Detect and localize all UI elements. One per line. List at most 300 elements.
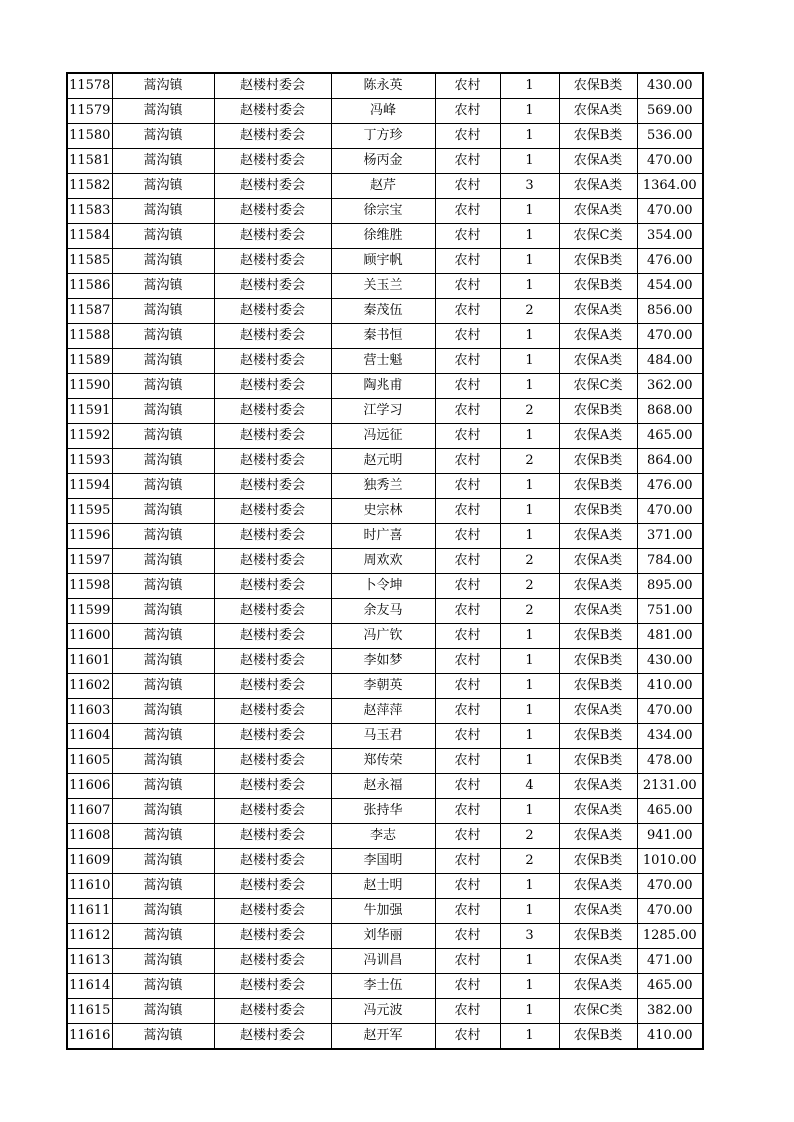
household-type-cell: 农村 bbox=[435, 624, 500, 649]
village-cell: 赵楼村委会 bbox=[214, 324, 331, 349]
town-cell: 蒿沟镇 bbox=[112, 574, 214, 599]
category-cell: 农保B类 bbox=[559, 624, 637, 649]
amount-cell: 1010.00 bbox=[637, 849, 703, 874]
amount-cell: 478.00 bbox=[637, 749, 703, 774]
name-cell: 秦书恒 bbox=[331, 324, 435, 349]
household-type-cell: 农村 bbox=[435, 449, 500, 474]
table-row bbox=[67, 674, 703, 699]
record-id-cell: 11590 bbox=[67, 374, 112, 399]
table-row bbox=[67, 174, 703, 199]
table-row bbox=[67, 449, 703, 474]
table-row bbox=[67, 774, 703, 799]
record-id-cell: 11594 bbox=[67, 474, 112, 499]
household-type-cell: 农村 bbox=[435, 949, 500, 974]
town-cell: 蒿沟镇 bbox=[112, 424, 214, 449]
category-cell: 农保B类 bbox=[559, 1024, 637, 1050]
amount-cell: 470.00 bbox=[637, 874, 703, 899]
table-row bbox=[67, 599, 703, 624]
village-cell: 赵楼村委会 bbox=[214, 524, 331, 549]
category-cell: 农保A类 bbox=[559, 974, 637, 999]
amount-cell: 868.00 bbox=[637, 399, 703, 424]
table-row bbox=[67, 374, 703, 399]
town-cell: 蒿沟镇 bbox=[112, 249, 214, 274]
category-cell: 农保A类 bbox=[559, 699, 637, 724]
table-row bbox=[67, 1024, 703, 1050]
record-id-cell: 11608 bbox=[67, 824, 112, 849]
household-type-cell: 农村 bbox=[435, 149, 500, 174]
amount-cell: 371.00 bbox=[637, 524, 703, 549]
name-cell: 独秀兰 bbox=[331, 474, 435, 499]
table-row bbox=[67, 874, 703, 899]
household-type-cell: 农村 bbox=[435, 499, 500, 524]
persons-count-cell: 1 bbox=[500, 224, 559, 249]
household-type-cell: 农村 bbox=[435, 749, 500, 774]
record-id-cell: 11598 bbox=[67, 574, 112, 599]
record-id-cell: 11592 bbox=[67, 424, 112, 449]
record-id-cell: 11586 bbox=[67, 274, 112, 299]
name-cell: 丁方珍 bbox=[331, 124, 435, 149]
persons-count-cell: 1 bbox=[500, 199, 559, 224]
persons-count-cell: 2 bbox=[500, 549, 559, 574]
persons-count-cell: 2 bbox=[500, 574, 559, 599]
table-row bbox=[67, 924, 703, 949]
persons-count-cell: 2 bbox=[500, 849, 559, 874]
village-cell: 赵楼村委会 bbox=[214, 999, 331, 1024]
record-id-cell: 11579 bbox=[67, 99, 112, 124]
village-cell: 赵楼村委会 bbox=[214, 349, 331, 374]
record-id-cell: 11583 bbox=[67, 199, 112, 224]
amount-cell: 784.00 bbox=[637, 549, 703, 574]
town-cell: 蒿沟镇 bbox=[112, 774, 214, 799]
persons-count-cell: 1 bbox=[500, 424, 559, 449]
persons-count-cell: 1 bbox=[500, 724, 559, 749]
town-cell: 蒿沟镇 bbox=[112, 674, 214, 699]
table-row bbox=[67, 574, 703, 599]
village-cell: 赵楼村委会 bbox=[214, 199, 331, 224]
table-row bbox=[67, 649, 703, 674]
persons-count-cell: 1 bbox=[500, 474, 559, 499]
village-cell: 赵楼村委会 bbox=[214, 124, 331, 149]
village-cell: 赵楼村委会 bbox=[214, 824, 331, 849]
household-type-cell: 农村 bbox=[435, 1024, 500, 1050]
persons-count-cell: 1 bbox=[500, 349, 559, 374]
persons-count-cell: 1 bbox=[500, 99, 559, 124]
town-cell: 蒿沟镇 bbox=[112, 824, 214, 849]
category-cell: 农保A类 bbox=[559, 99, 637, 124]
allowance-table-body bbox=[67, 73, 703, 1049]
record-id-cell: 11607 bbox=[67, 799, 112, 824]
record-id-cell: 11578 bbox=[67, 73, 112, 99]
amount-cell: 476.00 bbox=[637, 249, 703, 274]
town-cell: 蒿沟镇 bbox=[112, 73, 214, 99]
household-type-cell: 农村 bbox=[435, 124, 500, 149]
household-type-cell: 农村 bbox=[435, 374, 500, 399]
household-type-cell: 农村 bbox=[435, 649, 500, 674]
table-row bbox=[67, 749, 703, 774]
household-type-cell: 农村 bbox=[435, 524, 500, 549]
name-cell: 李朝英 bbox=[331, 674, 435, 699]
category-cell: 农保A类 bbox=[559, 149, 637, 174]
category-cell: 农保A类 bbox=[559, 799, 637, 824]
household-type-cell: 农村 bbox=[435, 574, 500, 599]
name-cell: 赵永福 bbox=[331, 774, 435, 799]
name-cell: 李士伍 bbox=[331, 974, 435, 999]
amount-cell: 362.00 bbox=[637, 374, 703, 399]
village-cell: 赵楼村委会 bbox=[214, 424, 331, 449]
town-cell: 蒿沟镇 bbox=[112, 949, 214, 974]
table-row bbox=[67, 224, 703, 249]
name-cell: 赵开军 bbox=[331, 1024, 435, 1050]
category-cell: 农保B类 bbox=[559, 474, 637, 499]
table-row bbox=[67, 524, 703, 549]
name-cell: 李国明 bbox=[331, 849, 435, 874]
amount-cell: 434.00 bbox=[637, 724, 703, 749]
record-id-cell: 11584 bbox=[67, 224, 112, 249]
category-cell: 农保A类 bbox=[559, 574, 637, 599]
amount-cell: 410.00 bbox=[637, 1024, 703, 1050]
village-cell: 赵楼村委会 bbox=[214, 374, 331, 399]
amount-cell: 470.00 bbox=[637, 324, 703, 349]
household-type-cell: 农村 bbox=[435, 349, 500, 374]
name-cell: 陶兆甫 bbox=[331, 374, 435, 399]
category-cell: 农保A类 bbox=[559, 524, 637, 549]
table-row bbox=[67, 624, 703, 649]
town-cell: 蒿沟镇 bbox=[112, 174, 214, 199]
record-id-cell: 11605 bbox=[67, 749, 112, 774]
village-cell: 赵楼村委会 bbox=[214, 99, 331, 124]
town-cell: 蒿沟镇 bbox=[112, 224, 214, 249]
persons-count-cell: 1 bbox=[500, 649, 559, 674]
name-cell: 杨丙金 bbox=[331, 149, 435, 174]
town-cell: 蒿沟镇 bbox=[112, 374, 214, 399]
town-cell: 蒿沟镇 bbox=[112, 624, 214, 649]
record-id-cell: 11585 bbox=[67, 249, 112, 274]
household-type-cell: 农村 bbox=[435, 849, 500, 874]
town-cell: 蒿沟镇 bbox=[112, 124, 214, 149]
town-cell: 蒿沟镇 bbox=[112, 999, 214, 1024]
household-type-cell: 农村 bbox=[435, 699, 500, 724]
household-type-cell: 农村 bbox=[435, 249, 500, 274]
amount-cell: 470.00 bbox=[637, 699, 703, 724]
amount-cell: 465.00 bbox=[637, 424, 703, 449]
record-id-cell: 11600 bbox=[67, 624, 112, 649]
village-cell: 赵楼村委会 bbox=[214, 724, 331, 749]
record-id-cell: 11606 bbox=[67, 774, 112, 799]
village-cell: 赵楼村委会 bbox=[214, 974, 331, 999]
table-row bbox=[67, 899, 703, 924]
household-type-cell: 农村 bbox=[435, 399, 500, 424]
record-id-cell: 11609 bbox=[67, 849, 112, 874]
name-cell: 冯训昌 bbox=[331, 949, 435, 974]
category-cell: 农保A类 bbox=[559, 199, 637, 224]
household-type-cell: 农村 bbox=[435, 899, 500, 924]
record-id-cell: 11614 bbox=[67, 974, 112, 999]
name-cell: 冯元波 bbox=[331, 999, 435, 1024]
village-cell: 赵楼村委会 bbox=[214, 574, 331, 599]
record-id-cell: 11581 bbox=[67, 149, 112, 174]
table-row bbox=[67, 274, 703, 299]
village-cell: 赵楼村委会 bbox=[214, 799, 331, 824]
record-id-cell: 11589 bbox=[67, 349, 112, 374]
name-cell: 秦茂伍 bbox=[331, 299, 435, 324]
category-cell: 农保A类 bbox=[559, 174, 637, 199]
amount-cell: 470.00 bbox=[637, 899, 703, 924]
persons-count-cell: 3 bbox=[500, 924, 559, 949]
town-cell: 蒿沟镇 bbox=[112, 474, 214, 499]
category-cell: 农保B类 bbox=[559, 724, 637, 749]
town-cell: 蒿沟镇 bbox=[112, 874, 214, 899]
table-row bbox=[67, 399, 703, 424]
village-cell: 赵楼村委会 bbox=[214, 149, 331, 174]
village-cell: 赵楼村委会 bbox=[214, 674, 331, 699]
table-row bbox=[67, 849, 703, 874]
category-cell: 农保B类 bbox=[559, 73, 637, 99]
category-cell: 农保B类 bbox=[559, 399, 637, 424]
amount-cell: 410.00 bbox=[637, 674, 703, 699]
name-cell: 徐宗宝 bbox=[331, 199, 435, 224]
village-cell: 赵楼村委会 bbox=[214, 924, 331, 949]
name-cell: 赵芹 bbox=[331, 174, 435, 199]
table-row bbox=[67, 499, 703, 524]
household-type-cell: 农村 bbox=[435, 274, 500, 299]
category-cell: 农保B类 bbox=[559, 924, 637, 949]
persons-count-cell: 1 bbox=[500, 624, 559, 649]
record-id-cell: 11599 bbox=[67, 599, 112, 624]
record-id-cell: 11587 bbox=[67, 299, 112, 324]
persons-count-cell: 1 bbox=[500, 374, 559, 399]
amount-cell: 536.00 bbox=[637, 124, 703, 149]
household-type-cell: 农村 bbox=[435, 874, 500, 899]
persons-count-cell: 1 bbox=[500, 524, 559, 549]
name-cell: 赵萍萍 bbox=[331, 699, 435, 724]
town-cell: 蒿沟镇 bbox=[112, 149, 214, 174]
table-row bbox=[67, 549, 703, 574]
household-type-cell: 农村 bbox=[435, 999, 500, 1024]
record-id-cell: 11611 bbox=[67, 899, 112, 924]
village-cell: 赵楼村委会 bbox=[214, 624, 331, 649]
category-cell: 农保C类 bbox=[559, 374, 637, 399]
amount-cell: 1285.00 bbox=[637, 924, 703, 949]
household-type-cell: 农村 bbox=[435, 674, 500, 699]
category-cell: 农保C类 bbox=[559, 999, 637, 1024]
village-cell: 赵楼村委会 bbox=[214, 174, 331, 199]
village-cell: 赵楼村委会 bbox=[214, 274, 331, 299]
allowance-table bbox=[66, 72, 704, 1050]
name-cell: 陈永英 bbox=[331, 73, 435, 99]
persons-count-cell: 1 bbox=[500, 73, 559, 99]
town-cell: 蒿沟镇 bbox=[112, 699, 214, 724]
village-cell: 赵楼村委会 bbox=[214, 949, 331, 974]
town-cell: 蒿沟镇 bbox=[112, 99, 214, 124]
village-cell: 赵楼村委会 bbox=[214, 749, 331, 774]
name-cell: 赵士明 bbox=[331, 874, 435, 899]
table-row bbox=[67, 73, 703, 99]
table-row bbox=[67, 474, 703, 499]
town-cell: 蒿沟镇 bbox=[112, 849, 214, 874]
persons-count-cell: 2 bbox=[500, 449, 559, 474]
village-cell: 赵楼村委会 bbox=[214, 299, 331, 324]
record-id-cell: 11615 bbox=[67, 999, 112, 1024]
name-cell: 冯远征 bbox=[331, 424, 435, 449]
name-cell: 营士魁 bbox=[331, 349, 435, 374]
village-cell: 赵楼村委会 bbox=[214, 649, 331, 674]
persons-count-cell: 1 bbox=[500, 149, 559, 174]
record-id-cell: 11604 bbox=[67, 724, 112, 749]
household-type-cell: 农村 bbox=[435, 299, 500, 324]
persons-count-cell: 3 bbox=[500, 174, 559, 199]
record-id-cell: 11612 bbox=[67, 924, 112, 949]
category-cell: 农保B类 bbox=[559, 274, 637, 299]
town-cell: 蒿沟镇 bbox=[112, 599, 214, 624]
household-type-cell: 农村 bbox=[435, 99, 500, 124]
name-cell: 卜令坤 bbox=[331, 574, 435, 599]
record-id-cell: 11601 bbox=[67, 649, 112, 674]
name-cell: 牛加强 bbox=[331, 899, 435, 924]
category-cell: 农保A类 bbox=[559, 899, 637, 924]
village-cell: 赵楼村委会 bbox=[214, 224, 331, 249]
amount-cell: 470.00 bbox=[637, 499, 703, 524]
persons-count-cell: 1 bbox=[500, 974, 559, 999]
town-cell: 蒿沟镇 bbox=[112, 299, 214, 324]
amount-cell: 481.00 bbox=[637, 624, 703, 649]
town-cell: 蒿沟镇 bbox=[112, 274, 214, 299]
name-cell: 冯广钦 bbox=[331, 624, 435, 649]
household-type-cell: 农村 bbox=[435, 174, 500, 199]
persons-count-cell: 1 bbox=[500, 749, 559, 774]
table-row bbox=[67, 974, 703, 999]
name-cell: 李志 bbox=[331, 824, 435, 849]
household-type-cell: 农村 bbox=[435, 549, 500, 574]
record-id-cell: 11582 bbox=[67, 174, 112, 199]
record-id-cell: 11616 bbox=[67, 1024, 112, 1050]
name-cell: 马玉君 bbox=[331, 724, 435, 749]
record-id-cell: 11580 bbox=[67, 124, 112, 149]
persons-count-cell: 2 bbox=[500, 599, 559, 624]
record-id-cell: 11613 bbox=[67, 949, 112, 974]
household-type-cell: 农村 bbox=[435, 799, 500, 824]
table-row bbox=[67, 724, 703, 749]
household-type-cell: 农村 bbox=[435, 774, 500, 799]
village-cell: 赵楼村委会 bbox=[214, 899, 331, 924]
category-cell: 农保A类 bbox=[559, 599, 637, 624]
village-cell: 赵楼村委会 bbox=[214, 249, 331, 274]
amount-cell: 941.00 bbox=[637, 824, 703, 849]
amount-cell: 354.00 bbox=[637, 224, 703, 249]
record-id-cell: 11603 bbox=[67, 699, 112, 724]
persons-count-cell: 1 bbox=[500, 674, 559, 699]
table-row bbox=[67, 799, 703, 824]
village-cell: 赵楼村委会 bbox=[214, 449, 331, 474]
town-cell: 蒿沟镇 bbox=[112, 524, 214, 549]
village-cell: 赵楼村委会 bbox=[214, 874, 331, 899]
category-cell: 农保B类 bbox=[559, 749, 637, 774]
name-cell: 郑传荣 bbox=[331, 749, 435, 774]
category-cell: 农保A类 bbox=[559, 349, 637, 374]
table-row bbox=[67, 824, 703, 849]
record-id-cell: 11602 bbox=[67, 674, 112, 699]
persons-count-cell: 2 bbox=[500, 824, 559, 849]
persons-count-cell: 2 bbox=[500, 399, 559, 424]
record-id-cell: 11593 bbox=[67, 449, 112, 474]
town-cell: 蒿沟镇 bbox=[112, 324, 214, 349]
category-cell: 农保A类 bbox=[559, 774, 637, 799]
name-cell: 江学习 bbox=[331, 399, 435, 424]
household-type-cell: 农村 bbox=[435, 599, 500, 624]
name-cell: 刘华丽 bbox=[331, 924, 435, 949]
category-cell: 农保B类 bbox=[559, 499, 637, 524]
table-row bbox=[67, 124, 703, 149]
name-cell: 冯峰 bbox=[331, 99, 435, 124]
amount-cell: 465.00 bbox=[637, 799, 703, 824]
amount-cell: 465.00 bbox=[637, 974, 703, 999]
household-type-cell: 农村 bbox=[435, 73, 500, 99]
persons-count-cell: 1 bbox=[500, 249, 559, 274]
amount-cell: 470.00 bbox=[637, 199, 703, 224]
table-row bbox=[67, 99, 703, 124]
table-row bbox=[67, 999, 703, 1024]
name-cell: 徐维胜 bbox=[331, 224, 435, 249]
record-id-cell: 11597 bbox=[67, 549, 112, 574]
amount-cell: 864.00 bbox=[637, 449, 703, 474]
category-cell: 农保B类 bbox=[559, 124, 637, 149]
town-cell: 蒿沟镇 bbox=[112, 974, 214, 999]
category-cell: 农保A类 bbox=[559, 824, 637, 849]
amount-cell: 430.00 bbox=[637, 73, 703, 99]
name-cell: 关玉兰 bbox=[331, 274, 435, 299]
name-cell: 赵元明 bbox=[331, 449, 435, 474]
amount-cell: 751.00 bbox=[637, 599, 703, 624]
category-cell: 农保A类 bbox=[559, 949, 637, 974]
amount-cell: 470.00 bbox=[637, 149, 703, 174]
persons-count-cell: 1 bbox=[500, 999, 559, 1024]
category-cell: 农保A类 bbox=[559, 424, 637, 449]
amount-cell: 476.00 bbox=[637, 474, 703, 499]
persons-count-cell: 1 bbox=[500, 799, 559, 824]
town-cell: 蒿沟镇 bbox=[112, 399, 214, 424]
village-cell: 赵楼村委会 bbox=[214, 73, 331, 99]
category-cell: 农保A类 bbox=[559, 324, 637, 349]
name-cell: 周欢欢 bbox=[331, 549, 435, 574]
village-cell: 赵楼村委会 bbox=[214, 499, 331, 524]
village-cell: 赵楼村委会 bbox=[214, 849, 331, 874]
village-cell: 赵楼村委会 bbox=[214, 774, 331, 799]
amount-cell: 471.00 bbox=[637, 949, 703, 974]
category-cell: 农保B类 bbox=[559, 674, 637, 699]
household-type-cell: 农村 bbox=[435, 924, 500, 949]
persons-count-cell: 1 bbox=[500, 124, 559, 149]
table-row bbox=[67, 424, 703, 449]
name-cell: 张持华 bbox=[331, 799, 435, 824]
village-cell: 赵楼村委会 bbox=[214, 699, 331, 724]
name-cell: 李如梦 bbox=[331, 649, 435, 674]
category-cell: 农保B类 bbox=[559, 849, 637, 874]
household-type-cell: 农村 bbox=[435, 224, 500, 249]
village-cell: 赵楼村委会 bbox=[214, 474, 331, 499]
town-cell: 蒿沟镇 bbox=[112, 799, 214, 824]
town-cell: 蒿沟镇 bbox=[112, 199, 214, 224]
village-cell: 赵楼村委会 bbox=[214, 599, 331, 624]
record-id-cell: 11588 bbox=[67, 324, 112, 349]
record-id-cell: 11595 bbox=[67, 499, 112, 524]
amount-cell: 569.00 bbox=[637, 99, 703, 124]
persons-count-cell: 1 bbox=[500, 899, 559, 924]
record-id-cell: 11596 bbox=[67, 524, 112, 549]
persons-count-cell: 1 bbox=[500, 1024, 559, 1050]
amount-cell: 382.00 bbox=[637, 999, 703, 1024]
name-cell: 余友马 bbox=[331, 599, 435, 624]
persons-count-cell: 2 bbox=[500, 299, 559, 324]
record-id-cell: 11591 bbox=[67, 399, 112, 424]
